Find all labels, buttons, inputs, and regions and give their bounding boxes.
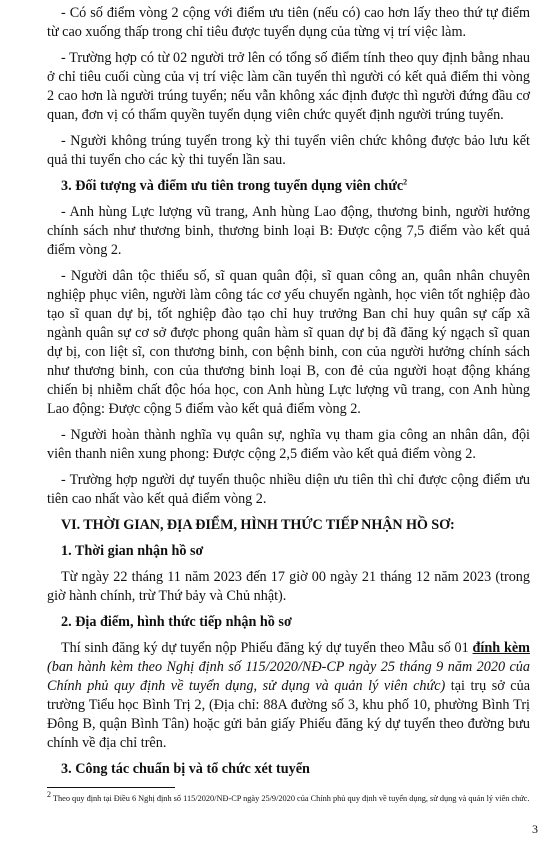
footnote-divider <box>47 787 175 788</box>
paragraph-ranking-rule: - Có số điểm vòng 2 cộng với điểm ưu tiên (nếu có) cao hơn lấy theo thứ tự điểm từ cao xuống thấp trong chỉ tiêu được tuyển dụng của từng vị trí việc làm. <box>47 5 530 40</box>
page-number: 3 <box>532 822 538 836</box>
footnote-number: 2 <box>47 790 51 800</box>
paragraph-priority-multiple: - Trường hợp người dự tuyển thuộc nhiều diện ưu tiên thì chỉ được cộng điểm ưu tiên cao nhất vào kết quả điểm vòng 2. <box>47 472 530 507</box>
place-rest-text: tại trụ sở của trường Tiểu học Bình Trị 2, (Địa chỉ: 88A đường số 3, khu phố 10, phường Bình Trị Đông B, quận Bình Tân) hoặc gửi bản giấy Phiếu đăng ký dự tuyển theo đường bưu chính về địa chỉ trên. <box>47 678 530 751</box>
footnote-text: Theo quy định tại Điều 6 Nghị định số 115/2020/NĐ-CP ngày 25/9/2020 của Chính phủ quy định về tuyển dụng, sử dụng và quản lý viên chức. <box>51 794 530 803</box>
paragraph-place <box>47 639 530 753</box>
footnote <box>47 790 530 805</box>
paragraph-priority-7-5: - Anh hùng Lực lượng vũ trang, Anh hùng Lao động, thương binh, người hưởng chính sách như thương binh, thương binh loại B: Được cộng 7,5 điểm vào kết quả điểm vòng 2. <box>47 204 530 258</box>
paragraph-tie-rule: - Trường hợp có từ 02 người trở lên có tổng số điểm tính theo quy định bằng nhau ở chỉ tiêu cuối cùng của vị trí việc làm cần tuyển thì người có kết quả điểm thi vòng 2 cao hơn là người trúng tuyển; nếu vẫn không xác định được thì người đứng đầu cơ quan, đơn vị có thẩm quyền tuyển dụng viên chức quyết định người trúng tuyển. <box>47 50 530 123</box>
paragraph-no-reserve-rule: - Người không trúng tuyển trong kỳ thi tuyển viên chức không được bảo lưu kết quả thi tuyển cho các kỳ thi tuyển lần sau. <box>47 133 530 168</box>
subheading-time: 1. Thời gian nhận hồ sơ <box>61 543 204 559</box>
place-lead-text: Thí sinh đăng ký dự tuyển nộp Phiếu đăng ký dự tuyển theo Mẫu số 01 <box>61 640 473 656</box>
paragraph-time: Từ ngày 22 tháng 11 năm 2023 đến 17 giờ 00 ngày 21 tháng 12 năm 2023 (trong giờ hành chính, trừ Thứ bảy và Chủ nhật). <box>47 569 530 604</box>
place-italic-text: (ban hành kèm theo Nghị định số 115/2020/NĐ-CP ngày 25 tháng 9 năm 2020 của Chính phủ quy định về tuyển dụng, sử dụng và quản lý viên chức) <box>47 659 530 694</box>
paragraph-priority-5: - Người dân tộc thiểu số, sĩ quan quân đội, sĩ quan công an, quân nhân chuyên nghiệp phục viên, người làm công tác cơ yếu chuyển ngành, học viên tốt nghiệp đào tạo sĩ quan dự bị, tốt nghiệp đào tạo chỉ huy trưởng Ban chỉ huy quân sự cấp xã ngành quân sự cơ sở được phong quân hàm sĩ quan dự bị đã đăng ký ngạch sĩ quan dự bị, con liệt sĩ, con thương binh, con bệnh binh, con của người hưởng chính sách như thương binh, con của thương binh loại B, con đẻ của người hoạt động kháng chiến bị nhiễm chất độc hóa học, con Anh hùng Lực lượng vũ trang, con Anh hùng Lao động: Được cộng 5 điểm vào kết quả điểm vòng 2. <box>47 268 530 417</box>
section-heading-vi: VI. THỜI GIAN, ĐỊA ĐIỂM, HÌNH THỨC TIẾP NHẬN HỒ SƠ: <box>61 517 455 533</box>
subheading-preparation: 3. Công tác chuẩn bị và tổ chức xét tuyển <box>61 761 310 777</box>
paragraph-priority-2-5: - Người hoàn thành nghĩa vụ quân sự, nghĩa vụ tham gia công an nhân dân, đội viên thanh niên xung phong: Được cộng 2,5 điểm vào kết quả điểm vòng 2. <box>47 427 530 462</box>
place-attached-text: đính kèm <box>472 640 530 656</box>
section-heading-priority <box>47 177 530 196</box>
subheading-place: 2. Địa điểm, hình thức tiếp nhận hồ sơ <box>61 614 292 630</box>
section-heading-priority-text: 3. Đối tượng và điểm ưu tiên trong tuyển dụng viên chức <box>61 178 404 194</box>
footnote-ref[interactable]: 2 <box>403 177 408 187</box>
